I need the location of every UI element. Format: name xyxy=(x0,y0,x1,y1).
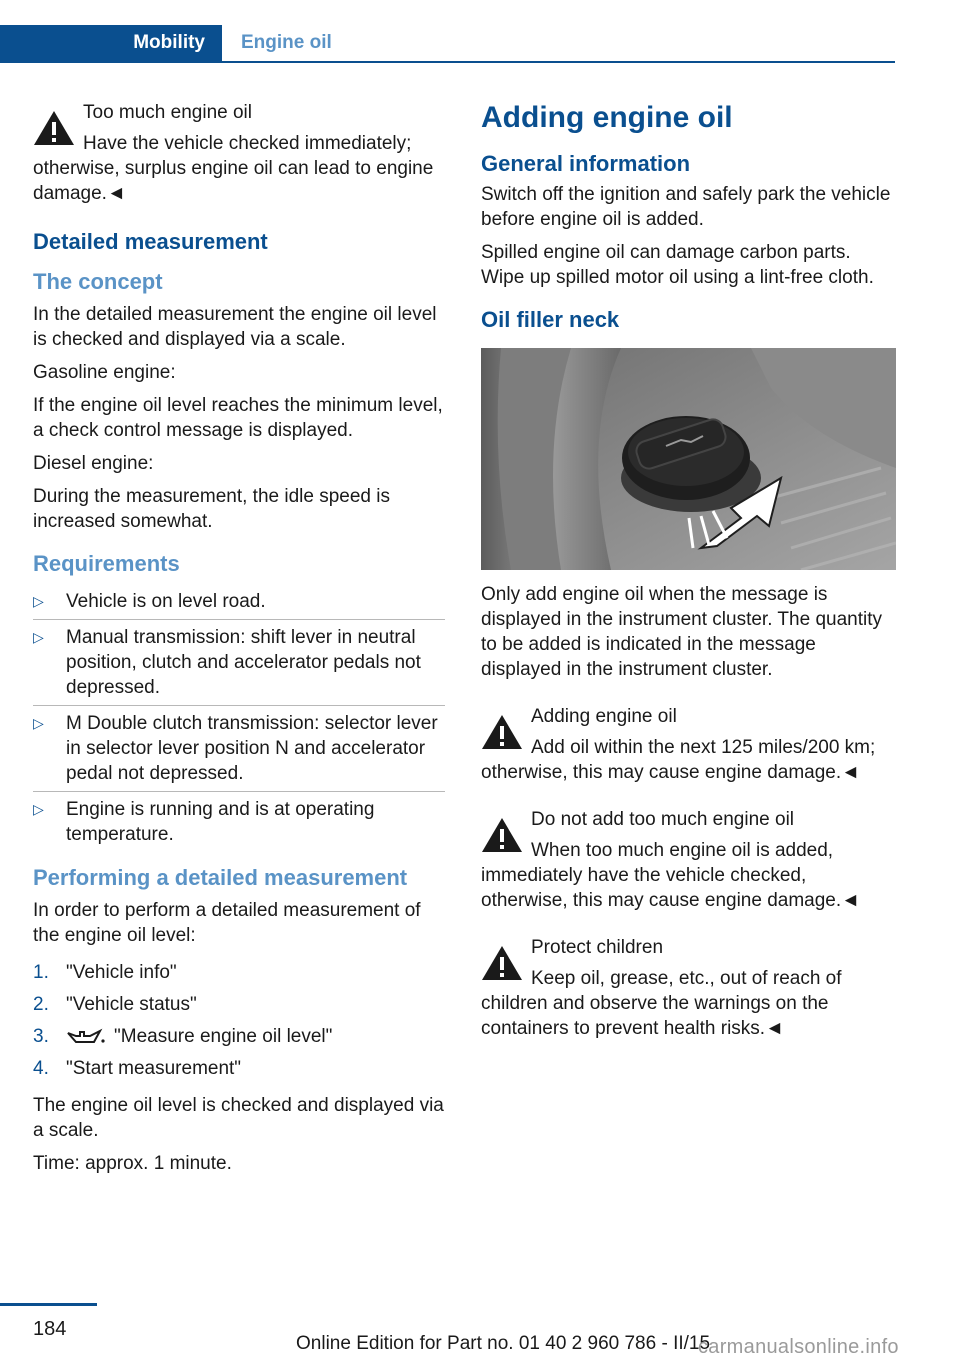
warning-triangle-icon xyxy=(33,110,75,146)
result-text: The engine oil level is checked and displayed via a scale. xyxy=(33,1095,444,1141)
warning-title: Do not add too much engine oil xyxy=(531,809,795,830)
bullet-triangle-icon: ▷ xyxy=(33,629,44,645)
gasoline-label: Gasoline engine: xyxy=(33,362,176,383)
list-item: ▷ Manual transmission: shift lever in neutral position, clutch and accelerator pedals not depressed. xyxy=(33,620,445,706)
warning-protect-children xyxy=(481,935,896,1041)
right-column xyxy=(481,100,896,1063)
footer-rule xyxy=(0,1303,97,1306)
subsection-tab: Engine oil xyxy=(241,32,332,53)
edition-text: Online Edition for Part no. 01 40 2 960 786 - II/15 xyxy=(296,1333,711,1354)
list-item: ▷ Engine is running and is at operating temperature. xyxy=(33,799,375,845)
warning-adding-oil xyxy=(481,704,896,785)
filler-text: Only add engine oil when the message is displayed in the instrument cluster. The quantity to be added is indicated in the message displayed in the instrument cluster. xyxy=(481,584,882,680)
warning-body: When too much engine oil is added, immediately have the vehicle checked, otherwise, this may cause engine damage.◄ xyxy=(481,840,860,911)
warning-body: Keep oil, grease, etc., out of reach of children and observe the warnings on the containers to prevent health risks.◄ xyxy=(481,968,842,1039)
section-tab: Mobility xyxy=(0,25,222,61)
diesel-label: Diesel engine: xyxy=(33,453,154,474)
concept-text: In the detailed measurement the engine oil level is checked and displayed via a scale. xyxy=(33,304,437,350)
general-info-heading: General information xyxy=(481,151,691,176)
performing-heading: Performing a detailed measurement xyxy=(33,865,408,890)
bullet-triangle-icon: ▷ xyxy=(33,801,44,817)
oil-can-icon xyxy=(66,1028,106,1046)
diesel-text: During the measurement, the idle speed is increased somewhat. xyxy=(33,486,390,532)
list-item: 1. "Vehicle info" xyxy=(33,962,177,983)
watermark: carmanualsonline.info xyxy=(698,1336,899,1358)
general-text-1: Switch off the ignition and safely park the vehicle before engine oil is added. xyxy=(481,184,891,230)
detailed-measurement-heading: Detailed measurement xyxy=(33,229,268,254)
warning-body: Have the vehicle checked immediately; otherwise, surplus engine oil can lead to engine damage.◄ xyxy=(33,133,434,204)
warning-body: Add oil within the next 125 miles/200 km; otherwise, this may cause engine damage.◄ xyxy=(481,737,876,783)
left-column xyxy=(33,100,445,1184)
page-number: 184 xyxy=(33,1318,67,1340)
bullet-triangle-icon: ▷ xyxy=(33,593,44,609)
oil-filler-photo xyxy=(481,348,896,570)
list-item: 3. "Measure engine oil level" xyxy=(33,1026,333,1047)
steps-list xyxy=(33,960,445,1081)
warning-too-much-oil xyxy=(33,100,445,206)
warning-title: Protect children xyxy=(531,937,664,958)
bullet-triangle-icon: ▷ xyxy=(33,715,44,731)
requirements-list xyxy=(33,584,445,852)
warning-triangle-icon xyxy=(481,817,523,853)
warning-title: Adding engine oil xyxy=(531,706,677,727)
performing-text: In order to perform a detailed measurement of the engine oil level: xyxy=(33,900,421,946)
page-header xyxy=(0,25,895,63)
general-text-2: Spilled engine oil can damage carbon parts. Wipe up spilled motor oil using a lint-free cloth. xyxy=(481,242,874,288)
gasoline-text: If the engine oil level reaches the minimum level, a check control message is displayed. xyxy=(33,395,443,441)
oil-filler-neck-heading: Oil filler neck xyxy=(481,307,620,332)
concept-heading: The concept xyxy=(33,269,163,294)
requirements-heading: Requirements xyxy=(33,551,180,576)
warning-not-too-much xyxy=(481,807,896,913)
adding-oil-heading: Adding engine oil xyxy=(481,101,733,134)
oil-filler-neck-image xyxy=(481,348,896,570)
warning-title: Too much engine oil xyxy=(83,102,252,123)
list-item: ▷ Vehicle is on level road. xyxy=(33,584,445,620)
warning-triangle-icon xyxy=(481,945,523,981)
warning-triangle-icon xyxy=(481,714,523,750)
list-item: ▷ M Double clutch transmission: selector lever in selector lever position N and accelerator pedal not depressed. xyxy=(33,706,445,792)
time-text: Time: approx. 1 minute. xyxy=(33,1153,232,1174)
list-item: 2. "Vehicle status" xyxy=(33,994,197,1015)
list-item: 4. "Start measurement" xyxy=(33,1058,242,1079)
